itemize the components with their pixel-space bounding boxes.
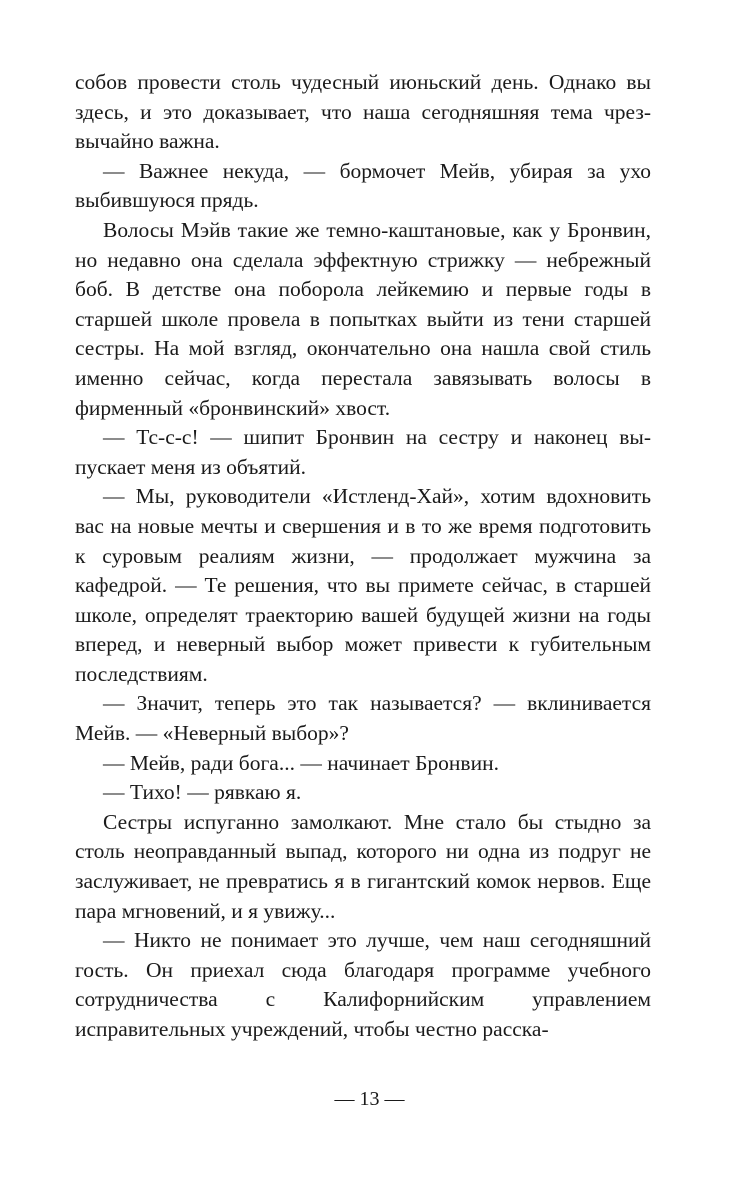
paragraph-2: — Важнее некуда, — бормочет Мейв, убирая за ухо выбившуюся прядь.: [75, 158, 651, 213]
paragraph-3: Волосы Мэйв такие же темно-каштановые, как у Бронвин, но недавно она сделала эффектную стрижку — небрежный боб. В детстве она поборола лейкемию и первые годы в старшей школе провела в попытках выйти из тени старшей сестры. На мой взгляд, окончательно она нашла свой стиль именно сейчас, когда перестала завязывать волосы в фирменный «бронвинский» хвост.: [75, 217, 651, 420]
paragraph-5: — Мы, руководители «Истленд-Хай», хотим вдохновить вас на новые мечты и свершения и в то же время подготовить к суровым реалиям жизни, — продолжает мужчина за кафедрой. — Те решения, что вы примете сейчас, в старшей школе, определят траекторию вашей будущей жизни на годы вперед, и неверный выбор может привести к губительным последствиям.: [75, 484, 651, 686]
paragraph-8: — Тихо! — рявкаю я.: [103, 780, 302, 805]
paragraph-1: собов провести столь чудесный июньский день. Однако вы здесь, и это доказывает, что наша сегодняшняя тема чрезвычайно важна.: [75, 70, 651, 154]
paragraph-4: — Тс-с-с! — шипит Бронвин на сестру и наконец выпускает меня из объятий.: [75, 425, 651, 479]
page-body: [75, 68, 651, 1045]
paragraph-10: — Никто не понимает это лучше, чем наш сегодняшний гость. Он приехал сюда благодаря программе учебного сотрудничества с Калифорнийским управлением исправительных учреждений, чтобы честно расска-: [75, 928, 651, 1041]
paragraph-7: — Мейв, ради бога... — начинает Бронвин.: [103, 750, 499, 775]
paragraph-9: Сестры испуганно замолкают. Мне стало бы стыдно за столь неоправданный выпад, которого ни одна из подруг не заслуживает, не превратись я в гигантский комок нервов. Еще пара мгновений, и я увижу...: [75, 809, 651, 923]
paragraph-6: — Значит, теперь это так называется? — вклинивается Мейв. — «Неверный выбор»?: [75, 691, 651, 746]
page-number: — 13 —: [334, 1088, 405, 1110]
